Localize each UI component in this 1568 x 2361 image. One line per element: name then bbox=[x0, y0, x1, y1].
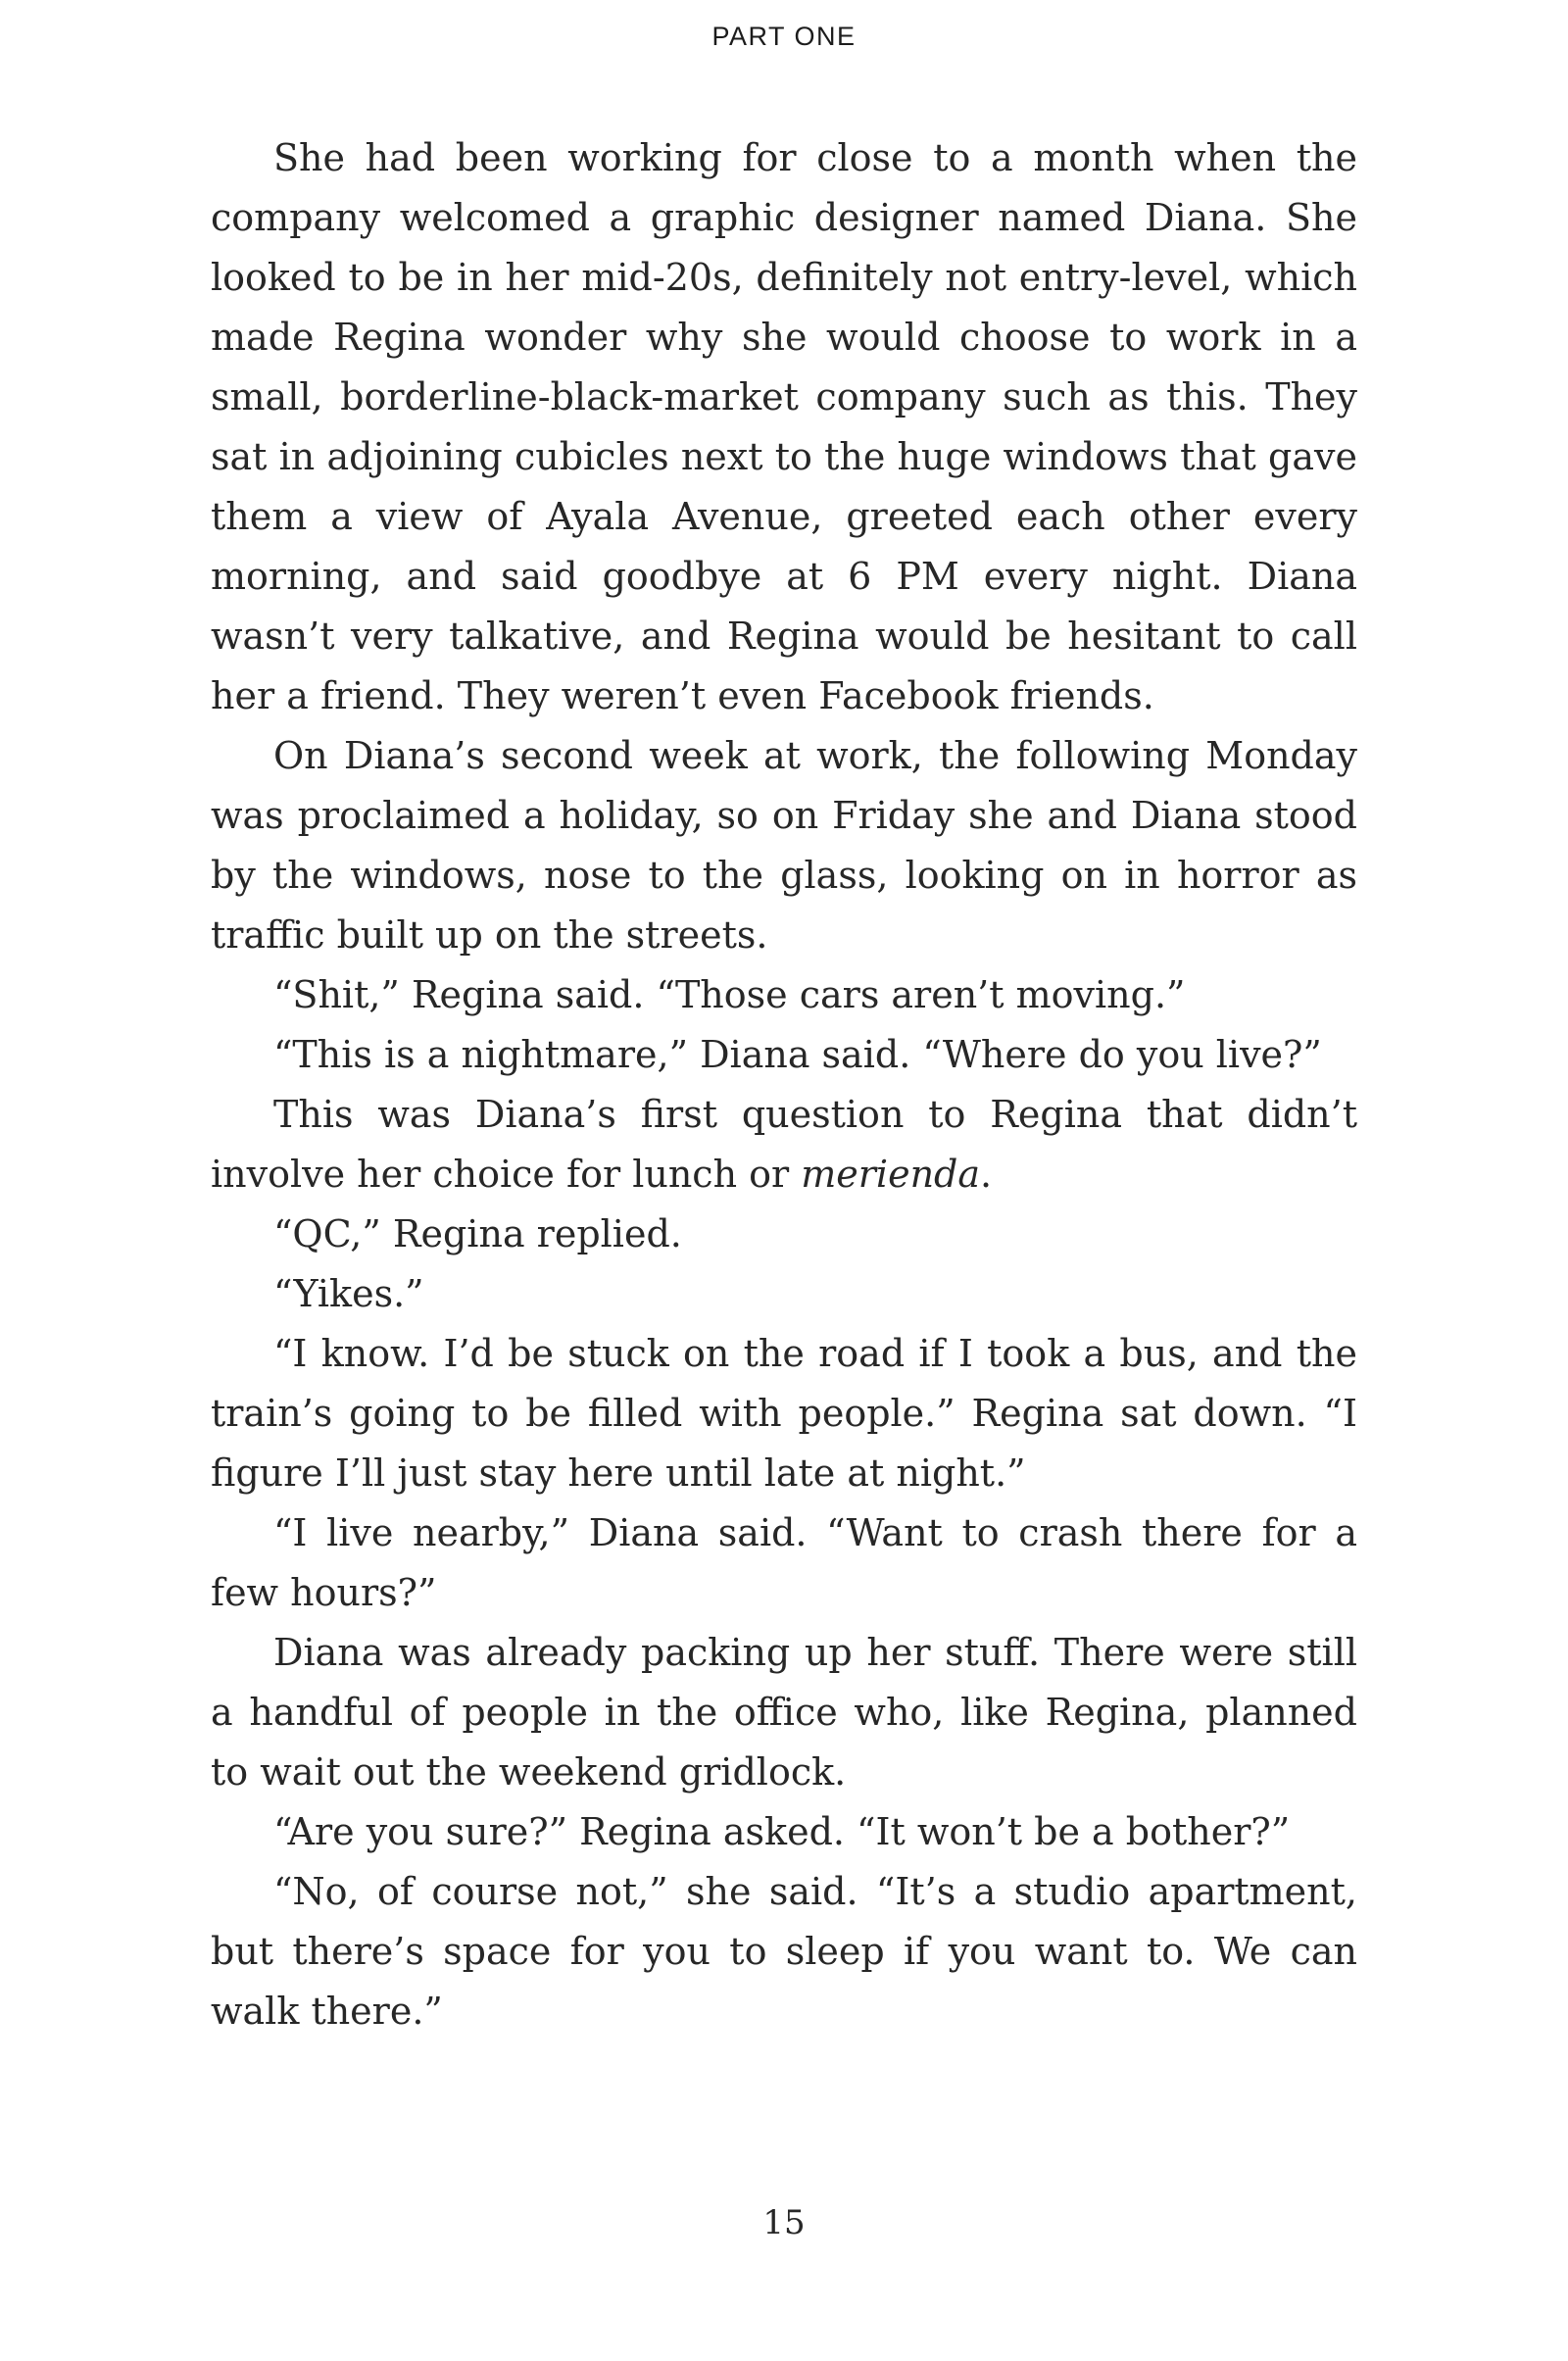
paragraph: “I live nearby,” Diana said. “Want to crash there for a few hours?” bbox=[211, 1511, 1357, 1614]
paragraph: “Yikes.” bbox=[273, 1272, 424, 1315]
page-number: 15 bbox=[762, 2203, 806, 2242]
paragraph: “QC,” Regina replied. bbox=[273, 1212, 682, 1255]
page-text bbox=[211, 128, 1357, 2041]
part-heading: PART ONE bbox=[711, 22, 857, 51]
paragraph: “I know. I’d be stuck on the road if I took a bus, and the train’s going to be filled with people.” Regina sat down. “I figure I’ll just stay here until late at night.” bbox=[211, 1332, 1357, 1495]
paragraph: “No, of course not,” she said. “It’s a studio apartment, but there’s space for you to sleep if you want to. We can walk there.” bbox=[211, 1870, 1357, 2033]
paragraph: “This is a nightmare,” Diana said. “Where do you live?” bbox=[273, 1033, 1322, 1076]
paragraph: She had been working for close to a month when the company welcomed a graphic designer named Diana. She looked to be in her mid-20s, definitely not entry-level, which made Regina wonder why she would choose to work in a small, borderline-black-market company such as this. They sat in adjoining cubicles next to the huge windows that gave them a view of Ayala Avenue, greeted each other every morning, and said goodbye at 6 PM every night. Diana wasn’t very talkative, and Regina would be hesitant to call her a friend. They weren’t even Facebook friends. bbox=[211, 136, 1357, 717]
italic-word: merienda bbox=[801, 1153, 981, 1196]
paragraph-text: This was Diana’s first question to Regina that didn’t involve her choice for lunch or bbox=[211, 1093, 1357, 1196]
paragraph: “Are you sure?” Regina asked. “It won’t be a bother?” bbox=[273, 1810, 1291, 1853]
paragraph: Diana was already packing up her stuff. There were still a handful of people in the office who, like Regina, planned to wait out the weekend gridlock. bbox=[211, 1631, 1357, 1794]
paragraph: “Shit,” Regina said. “Those cars aren’t moving.” bbox=[273, 973, 1186, 1016]
paragraph bbox=[211, 1085, 1357, 1205]
paragraph: On Diana’s second week at work, the following Monday was proclaimed a holiday, so on Friday she and Diana stood by the windows, nose to the glass, looking on in horror as traffic built up on the streets. bbox=[211, 734, 1357, 957]
paragraph-text: . bbox=[980, 1153, 993, 1196]
